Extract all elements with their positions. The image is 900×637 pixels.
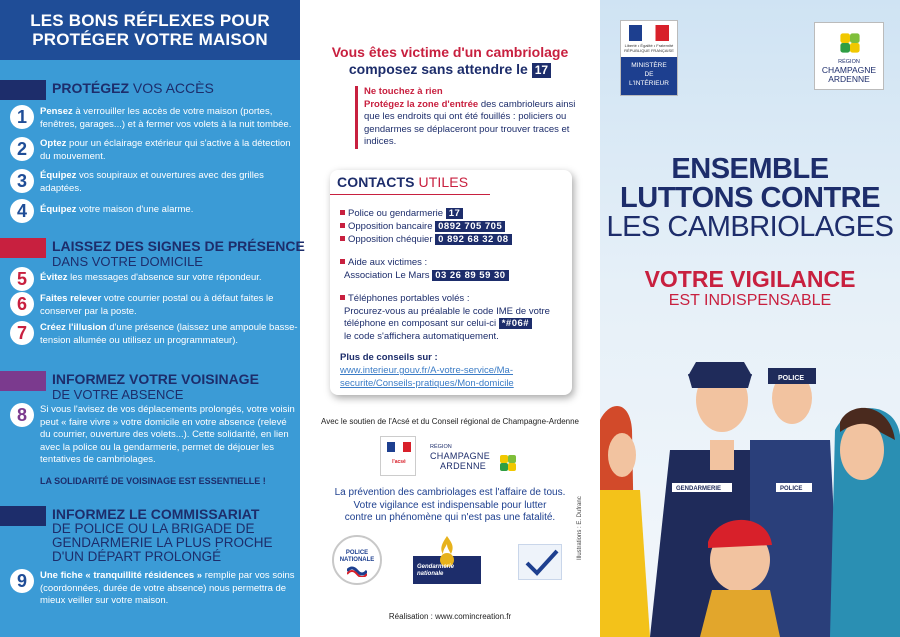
contacts-box: CONTACTS UTILES Police ou gendarmerie 17 Opposition bancaire 0892 705 705 Opposition chéquier 0 892 68 32 08 Aide aux victimes : Association Le Mars 03 26 89 59 30 Téléphones portables volés : Procurez-vous au préalable le code IME de votre téléphone en composant sur celui-ci *#06# le code s'affichera automatiquement. Plus de conseils sur : www.interieur.gouv.fr/A-votre-service/Ma-securite/Conseils-pratiques/Mon-domicile [330,170,572,395]
police-nationale-logo: POLICE NATIONALE [332,535,382,585]
contact-bank: Opposition bancaire 0892 705 705 [340,221,505,233]
officers-illustration [600,340,900,637]
svg-text:POLICE: POLICE [778,375,805,382]
left-panel-title: LES BONS RÉFLEXES POUR PROTÉGER VOTRE MAISON [0,0,300,60]
acse-logo: l'acsé [380,436,416,476]
more-advice-link[interactable]: www.interieur.gouv.fr/A-votre-service/Ma-securite/Conseils-pratiques/Mon-domicile [340,365,514,389]
left-panel: LES BONS RÉFLEXES POUR PROTÉGER VOTRE MAISON PROTÉGEZ VOS ACCÈS 1 Pensez à verrouiller les accès de votre maison (portes, fenêtres, garages...) et à fermer vos volets à la nuit tombée. 2 Optez pour un éclairage extérieur qui s'active à la détection du mouvement. 3 Équipez vos soupiraux et ouvertures avec des grilles adaptées. 4 Équipez votre maison d'une alarme. LAISSEZ DES SIGNES DE PRÉSENCE DANS VOTRE DOMICILE 5 Évitez les messages d'absence sur votre répondeur. 6 Faites relever votre courrier postal ou à défaut faites le conserver par la poste. 7 Créez l'illusion d'une présence (laissez une ampoule basse-tension allumée ou utilisez un programmateur). INFORMEZ VOTRE VOISINAGE DE VOTRE ABSENCE 8 Si vous l'avisez de vos déplacements prolongés, votre voisin peut « faire vivre » votre domicile en votre absence (relevé du courrier, ouverture des volets...). Cette solidarité, en lien avec la police ou la gendarmerie, permet de déjouer les tentatives de cambriolages. LA SOLIDARITÉ DE VOISINAGE EST ESSENTIELLE ! INFORMEZ LE COMMISSARIAT DE POLICE OU LA BRIGADE DE GENDARMERIE LA PLUS PROCHE D'UN DÉPART PROLONGÉ 9 Une fiche « tranquillité résidences » remplie par vos soins (coordonnées, durée de votre absence) nous permettra de mieux veiller sur votre maison. [0,0,300,637]
victim-heading: Vous êtes victime d'un cambriolage composez sans attendre le 17 [331,44,569,77]
checkmark-logo [518,544,562,580]
credits-realisation: Réalisation : www.comincreation.fr [388,612,512,621]
region-leaf-icon [498,453,518,473]
right-panel [600,0,900,637]
solidarite-note: LA SOLIDARITÉ DE VOISINAGE EST ESSENTIELLE ! [40,476,266,486]
contact-police: Police ou gendarmerie 17 [340,208,463,220]
main-headline: ENSEMBLE LUTTONS CONTRE LES CAMBRIOLAGES [606,153,894,243]
region-logo: RÉGION CHAMPAGNE ARDENNE [430,444,550,476]
section-bar [0,238,46,258]
emergency-number: 17 [532,63,551,78]
middle-panel [300,0,600,637]
checkmark-icon [519,545,563,581]
contact-cheque: Opposition chéquier 0 892 68 32 08 [340,234,512,246]
vigilance-subtitle: VOTRE VIGILANCE EST INDISPENSABLE [644,266,856,309]
support-note: Avec le soutien de l'Acsé et du Conseil régional de Champagne-Ardenne [321,417,579,426]
section-bar [0,506,46,526]
contact-phones: Téléphones portables volés : Procurez-vous au préalable le code IME de votre téléphone en composant sur celui-ci *#06# le code s'affichera automatiquement. [340,293,565,343]
svg-text:GENDARMERIE: GENDARMERIE [676,486,722,492]
contacts-title: CONTACTS UTILES [337,174,469,190]
tricolor-icon [347,565,367,577]
ministere-interieur-logo: Liberté • Égalité • Fraternité RÉPUBLIQUE FRANÇAISE MINISTÈRE DE L'INTÉRIEUR [620,20,678,96]
contact-aid: Aide aux victimes : Association Le Mars 03 26 89 59 30 [340,257,565,282]
advice-block: Ne touchez à rien Protégez la zone d'entrée des cambrioleurs ainsi que les endroits qui ont été fouillés : policiers ou gendarmes se déplaceront pour trouver traces et indices. [355,86,585,149]
region-leaf-icon [838,31,862,55]
champagne-ardenne-logo: RÉGION CHAMPAGNE ARDENNE [814,22,884,90]
gendarmerie-logo: Gendarmerie nationale [413,536,481,584]
illustration-credit: Illustrations : E. Dufranc [577,496,583,560]
svg-text:POLICE: POLICE [780,486,803,492]
prevention-text: La prévention des cambriolages est l'affaire de tous. Votre vigilance est indispensable pour lutter contre un phénomène qui n'est pas une fatalité. [334,487,566,523]
section-bar [0,80,46,100]
section-bar [0,371,46,391]
